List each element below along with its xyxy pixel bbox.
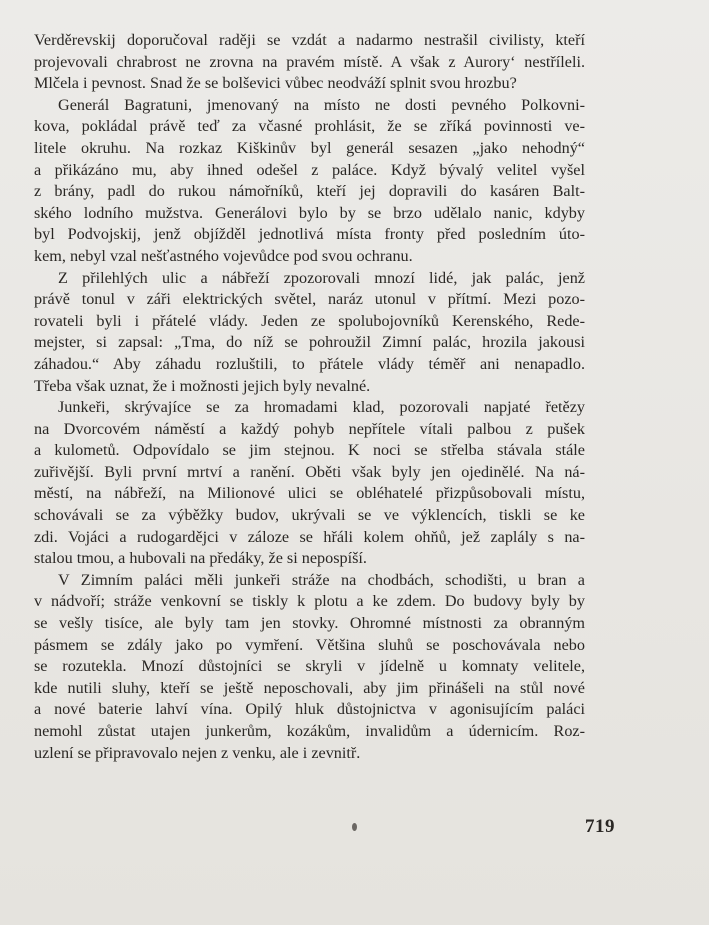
- text-line: kova, pokládal právě teď za včasné prohlásit, že se zříká povinnosti ve-: [34, 117, 585, 136]
- text-line: nemohl zůstat utajen junkerům, kozákům, invalidům a údernicím. Roz-: [34, 722, 585, 740]
- text-line: Mlčela i pevnost. Snad že se bolševici vůbec neodváží splnit svou hrozbu?: [34, 74, 517, 93]
- text-line: právě tonul v záři elektrických světel, naráz utonul v přítmí. Mezi pozo-: [34, 290, 585, 309]
- paragraph-start-line: Junkeři, skrývajíce se za hromadami klad, pozorovali napjaté řetězy: [58, 398, 585, 417]
- text-line: kem, nebyl vzal nešťastného vojevůdce pod svou ochranu.: [34, 246, 413, 265]
- text-line: uzlení se připravovalo nejen z venku, ale i zevnitř.: [34, 743, 361, 762]
- text-line: a přikázáno mu, aby ihned odešel z paláce. Když bývalý velitel vyšel: [34, 160, 585, 179]
- paragraph-start-line: Z přilehlých ulic a nábřeží zpozorovali mnozí lidé, jak palác, jenž: [58, 268, 585, 287]
- text-line: zuřivější. Byli první mrtví a ranění. Oběti však byly jen ojedinělé. Na ná-: [34, 462, 585, 481]
- text-line: ského lodního mužstva. Generálovi bylo by se brzo udělalo nanic, kdyby: [34, 203, 585, 222]
- text-line: projevovali chrabrost ne zrovna na pravém místě. A však z Aurory‘ nestříleli.: [34, 52, 585, 71]
- text-line: se rozutekla. Mnozí důstojníci se skryli v jídelně u komnaty velitele,: [34, 657, 585, 676]
- ink-speck: [352, 823, 357, 831]
- body-text: [34, 30, 585, 764]
- text-line: z brány, padl do rukou námořníků, kteří jej dopravili do kasáren Balt-: [34, 182, 585, 201]
- text-line: na Dvorcovém náměstí a každý pohyb nepřítele vítali palbou z pušek: [34, 419, 585, 438]
- text-line: a kulometů. Odpovídalo se jim stejnou. K noci se střelba stávala stále: [34, 441, 585, 460]
- text-line: a nové baterie lahví vína. Opilý hluk důstojnictva v agonisujícím paláci: [34, 700, 585, 719]
- text-line: litele okruhu. Na rozkaz Kiškinův byl generál sesazen „jako nehodný“: [34, 138, 585, 157]
- text-line: městí, na nábřeží, na Milionové ulici se obléhatelé přizpůsobovali místu,: [34, 484, 585, 503]
- paragraph-start-line: V Zimním paláci měli junkeři stráže na chodbách, schodišti, u bran a: [58, 570, 585, 589]
- text-line: byl Podvojskij, jenž objížděl jednotlivá místa fronty před posledním úto-: [34, 225, 585, 244]
- text-line: rovateli byli i přátelé vlády. Jeden ze spolubojovníků Kerenského, Rede-: [34, 311, 585, 330]
- text-line: zdi. Vojáci a rudogardějci v záloze se hřáli kolem ohňů, jež zaplály s na-: [34, 527, 585, 546]
- page-number: 719: [585, 816, 615, 837]
- text-line: mejster, si zapsal: „Tma, do níž se pohroužil Zimní palác, hrozila jakousi: [34, 333, 585, 352]
- text-line: Verděrevskij doporučoval raději se vzdát a nadarmo nestrašil civilisty, kteří: [34, 31, 585, 49]
- text-line: v nádvoří; stráže venkovní se tiskly k plotu a ke zdem. Do budovy byly by: [34, 592, 585, 611]
- text-line: stalou tmou, a hubovali na předáky, že si nepospíší.: [34, 549, 367, 568]
- text-line: pásmem se zdály jako po vymření. Většina sluhů se poschovávala nebo: [34, 635, 585, 654]
- text-line: Třeba však uznat, že i možnosti jejich byly nevalné.: [34, 376, 371, 395]
- text-line: záhadou.“ Aby záhadu rozluštili, to přátele vlády téměř ani nenapadlo.: [34, 354, 585, 373]
- text-line: kde nutili sluhy, kteří se ještě neposchovali, aby jim přinášeli na stůl nové: [34, 678, 585, 697]
- paragraph-start-line: Generál Bagratuni, jmenovaný na místo ne dosti pevného Polkovni-: [58, 95, 585, 114]
- text-line: schovávali se za výběžky budov, ukrývali se ve výklencích, tiskli se ke: [34, 506, 585, 525]
- text-line: se vešly tisíce, ale byly tam jen stovky. Ohromné místnosti za obranným: [34, 614, 585, 633]
